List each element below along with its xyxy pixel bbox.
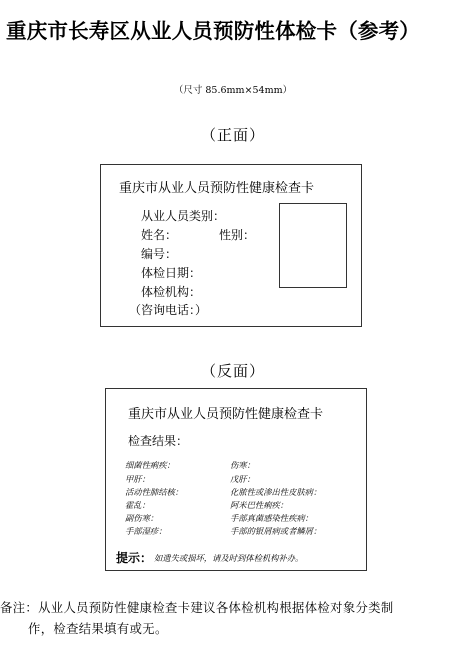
front-side-label: （正面） <box>200 126 265 144</box>
result-item: 活动性肺结核： <box>125 487 184 497</box>
name-field: 姓名： <box>141 228 178 242</box>
number-field: 编号： <box>141 247 178 261</box>
exam-date-field: 体检日期： <box>141 266 202 280</box>
result-item: 手部湿疹： <box>125 526 167 536</box>
phone-field: （咨询电话：） <box>129 303 208 317</box>
result-item: 副伤寒： <box>125 513 159 523</box>
size-note: （尺寸 85.6mm×54mm） <box>173 85 293 96</box>
result-label: 检查结果： <box>128 434 189 448</box>
tip-label: 提示： <box>116 551 153 565</box>
remark-line-2: 作，检查结果填有或无。 <box>28 622 168 636</box>
result-item: 霍乱： <box>125 500 150 510</box>
photo-box <box>279 203 347 288</box>
page-title: 重庆市长寿区从业人员预防性体检卡（参考） <box>6 19 420 43</box>
tip-text: 如遗失或损坏，请及时到体检机构补办。 <box>154 553 304 563</box>
front-card <box>100 164 362 327</box>
result-item: 甲肝： <box>125 474 150 484</box>
back-side-label: （反面） <box>200 362 265 380</box>
institution-field: 体检机构： <box>141 285 202 299</box>
remark-line-1: 备注：从业人员预防性健康检查卡建议各体检机构根据体检对象分类制 <box>0 601 394 615</box>
result-item: 手部的银屑病或者鳞屑： <box>230 526 322 536</box>
result-item: 细菌性痢疾： <box>125 460 175 470</box>
result-item: 伤寒： <box>230 460 255 470</box>
front-card-title: 重庆市从业人员预防性健康检查卡 <box>119 181 315 196</box>
result-item: 戊肝： <box>230 474 255 484</box>
gender-field: 性别： <box>219 228 256 242</box>
back-card-title: 重庆市从业人员预防性健康检查卡 <box>128 407 324 422</box>
back-card <box>105 388 367 571</box>
category-field: 从业人员类别： <box>141 209 226 223</box>
result-item: 化脓性或渗出性皮肤病： <box>230 487 322 497</box>
result-item: 阿米巴性痢疾： <box>230 500 289 510</box>
result-item: 手部真菌感染性疾病： <box>230 513 313 523</box>
